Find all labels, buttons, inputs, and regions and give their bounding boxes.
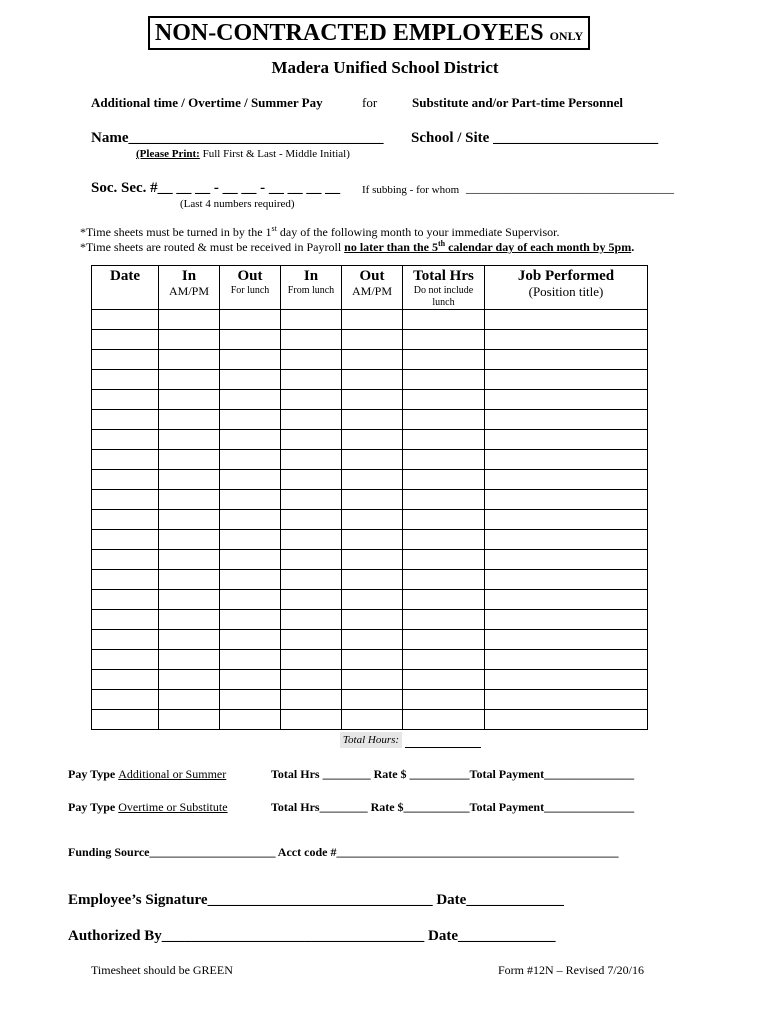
table-cell[interactable] [403, 310, 485, 330]
table-cell[interactable] [403, 550, 485, 570]
table-cell[interactable] [220, 450, 281, 470]
subbing-field[interactable]: ________________________________ [466, 180, 674, 195]
school-field[interactable]: School / Site ______________________ [411, 130, 659, 146]
table-cell[interactable] [92, 430, 159, 450]
pay-type-value-2: Overtime or Substitute [118, 800, 228, 814]
col-out-pm-label: Out [359, 268, 385, 284]
table-cell[interactable] [92, 590, 159, 610]
table-cell[interactable] [159, 430, 220, 450]
col-out-lunch-label: Out [237, 268, 263, 284]
table-cell[interactable] [342, 430, 403, 450]
table-row [92, 310, 648, 330]
table-cell[interactable] [281, 330, 342, 350]
table-cell[interactable] [159, 570, 220, 590]
table-cell[interactable] [159, 510, 220, 530]
table-cell[interactable] [220, 310, 281, 330]
col-date-label: Date [110, 268, 140, 284]
table-cell[interactable] [485, 530, 648, 550]
table-cell[interactable] [403, 650, 485, 670]
table-cell[interactable] [220, 710, 281, 730]
table-cell[interactable] [485, 650, 648, 670]
table-cell[interactable] [342, 690, 403, 710]
table-cell[interactable] [342, 410, 403, 430]
table-cell[interactable] [92, 610, 159, 630]
table-cell[interactable] [342, 310, 403, 330]
print-hint [136, 148, 350, 160]
table-cell[interactable] [92, 490, 159, 510]
table-cell[interactable] [403, 410, 485, 430]
table-cell[interactable] [159, 310, 220, 330]
table-cell[interactable] [220, 630, 281, 650]
table-cell[interactable] [485, 330, 648, 350]
table-cell[interactable] [342, 530, 403, 550]
table-cell[interactable] [342, 330, 403, 350]
table-cell[interactable] [92, 370, 159, 390]
table-cell[interactable] [92, 670, 159, 690]
table-cell[interactable] [485, 390, 648, 410]
district-name: Madera Unified School District [271, 58, 499, 77]
table-cell[interactable] [342, 670, 403, 690]
table-row [92, 330, 648, 350]
table-cell[interactable] [485, 450, 648, 470]
table-cell[interactable] [403, 370, 485, 390]
table-cell[interactable] [92, 390, 159, 410]
pay-type-label-1: Pay Type [68, 767, 119, 781]
table-cell[interactable] [342, 550, 403, 570]
table-cell[interactable] [220, 410, 281, 430]
table-cell[interactable] [342, 650, 403, 670]
col-date [92, 266, 159, 310]
table-cell[interactable] [403, 690, 485, 710]
table-cell[interactable] [159, 530, 220, 550]
table-cell[interactable] [220, 350, 281, 370]
col-total-hrs-sub: Do not include lunch [413, 285, 474, 308]
name-field[interactable]: Name__________________________________ [91, 130, 384, 146]
table-cell[interactable] [403, 490, 485, 510]
for-text: for [362, 95, 378, 110]
table-cell[interactable] [281, 590, 342, 610]
instruction-2-bold-b: calendar day of each month by 5pm [445, 240, 632, 254]
instruction-1-pre: *Time sheets must be turned in by the 1 [80, 225, 272, 239]
table-cell[interactable] [403, 350, 485, 370]
table-cell[interactable] [485, 430, 648, 450]
table-cell[interactable] [281, 450, 342, 470]
table-cell[interactable] [159, 390, 220, 410]
table-cell[interactable] [220, 610, 281, 630]
table-header-row [92, 266, 648, 310]
table-cell[interactable] [281, 530, 342, 550]
table-cell[interactable] [342, 350, 403, 370]
timesheet-body [92, 310, 648, 730]
table-cell[interactable] [281, 370, 342, 390]
table-cell[interactable] [403, 630, 485, 650]
table-cell[interactable] [92, 550, 159, 570]
footer-right: Form #12N – Revised 7/20/16 [498, 963, 644, 977]
table-cell[interactable] [281, 690, 342, 710]
table-cell[interactable] [281, 670, 342, 690]
table-cell[interactable] [281, 350, 342, 370]
table-row [92, 530, 648, 550]
table-cell[interactable] [92, 410, 159, 430]
table-cell[interactable] [342, 390, 403, 410]
table-cell[interactable] [342, 370, 403, 390]
table-cell[interactable] [485, 370, 648, 390]
instruction-2 [80, 239, 634, 255]
table-row [92, 370, 648, 390]
table-row [92, 670, 648, 690]
table-cell[interactable] [159, 330, 220, 350]
table-cell[interactable] [92, 530, 159, 550]
employee-signature-field[interactable]: Employee’s Signature______________________________ Date_____________ [68, 892, 564, 908]
title-suffix: ONLY [549, 28, 584, 43]
table-row [92, 550, 648, 570]
col-job-performed-sub: (Position title) [528, 284, 604, 299]
table-row [92, 650, 648, 670]
table-row [92, 470, 648, 490]
table-cell[interactable] [220, 470, 281, 490]
col-in-am [159, 266, 220, 310]
table-cell[interactable] [342, 470, 403, 490]
subbing-label: If subbing - for whom [362, 184, 460, 196]
pay-type-label-2: Pay Type [68, 800, 119, 814]
table-cell[interactable] [281, 430, 342, 450]
table-cell[interactable] [342, 570, 403, 590]
total-hours-field[interactable] [405, 747, 481, 748]
table-row [92, 610, 648, 630]
timesheet-table [91, 265, 648, 730]
instruction-2-pre: *Time sheets are routed & must be received in Payroll [80, 240, 345, 254]
table-row [92, 630, 648, 650]
table-cell[interactable] [220, 550, 281, 570]
table-cell[interactable] [92, 330, 159, 350]
table-cell[interactable] [342, 710, 403, 730]
table-cell[interactable] [159, 590, 220, 610]
funding-source-field[interactable]: Funding Source_____________________ Acct code #_______________________________________________ [68, 845, 619, 859]
table-cell[interactable] [485, 590, 648, 610]
title-text: NON-CONTRACTED EMPLOYEES [154, 19, 544, 46]
print-hint-bold: (Please Print: [136, 148, 200, 160]
table-cell[interactable] [281, 510, 342, 530]
table-row [92, 690, 648, 710]
table-cell[interactable] [220, 570, 281, 590]
table-cell[interactable] [159, 610, 220, 630]
instruction-1 [80, 224, 560, 240]
table-cell[interactable] [403, 470, 485, 490]
table-cell[interactable] [485, 310, 648, 330]
table-cell[interactable] [159, 670, 220, 690]
pay-type-row-2 [68, 800, 228, 815]
table-cell[interactable] [342, 630, 403, 650]
table-cell[interactable] [403, 330, 485, 350]
table-cell[interactable] [92, 450, 159, 470]
ssn-field[interactable]: Soc. Sec. #__ __ __ - __ __ - __ __ __ __ [91, 180, 341, 196]
table-cell[interactable] [220, 490, 281, 510]
table-cell[interactable] [342, 510, 403, 530]
personnel-type: Substitute and/or Part-time Personnel [412, 95, 623, 110]
table-cell[interactable] [403, 430, 485, 450]
table-cell[interactable] [485, 630, 648, 650]
col-out-lunch [220, 266, 281, 310]
table-row [92, 410, 648, 430]
table-cell[interactable] [159, 690, 220, 710]
table-cell[interactable] [159, 490, 220, 510]
table-cell[interactable] [281, 610, 342, 630]
table-cell[interactable] [92, 310, 159, 330]
table-cell[interactable] [220, 390, 281, 410]
col-out-pm-sub: AM/PM [351, 284, 392, 298]
total-hours-label: Total Hours: [340, 732, 402, 748]
col-total-hrs [403, 266, 485, 310]
col-in-lunch-sub: From lunch [287, 285, 335, 296]
table-row [92, 350, 648, 370]
table-cell[interactable] [485, 610, 648, 630]
table-cell[interactable] [485, 690, 648, 710]
table-row [92, 510, 648, 530]
table-cell[interactable] [485, 550, 648, 570]
table-cell[interactable] [403, 670, 485, 690]
table-cell[interactable] [159, 650, 220, 670]
table-cell[interactable] [92, 510, 159, 530]
table-cell[interactable] [281, 650, 342, 670]
table-cell[interactable] [485, 410, 648, 430]
instruction-2-sup: th [437, 239, 446, 248]
table-cell[interactable] [220, 590, 281, 610]
table-cell[interactable] [281, 410, 342, 430]
table-cell[interactable] [403, 450, 485, 470]
authorized-by-field[interactable]: Authorized By___________________________________ Date_____________ [68, 928, 556, 944]
col-total-hrs-label: Total Hrs [413, 268, 474, 284]
table-cell[interactable] [159, 550, 220, 570]
col-job-performed [485, 266, 648, 310]
instruction-1-post: day of the following month to your immediate Supervisor. [276, 225, 560, 239]
table-cell[interactable] [220, 690, 281, 710]
col-in-lunch-label: In [303, 268, 319, 284]
table-cell[interactable] [342, 610, 403, 630]
table-row [92, 430, 648, 450]
table-cell[interactable] [281, 310, 342, 330]
ssn-hint: (Last 4 numbers required) [180, 198, 295, 210]
table-cell[interactable] [403, 610, 485, 630]
table-cell[interactable] [342, 450, 403, 470]
table-cell[interactable] [403, 530, 485, 550]
table-row [92, 450, 648, 470]
table-cell[interactable] [342, 590, 403, 610]
table-cell[interactable] [92, 690, 159, 710]
col-in-am-sub: AM/PM [168, 284, 209, 298]
footer-left: Timesheet should be GREEN [91, 963, 233, 977]
table-cell[interactable] [281, 470, 342, 490]
table-cell[interactable] [159, 410, 220, 430]
table-cell[interactable] [403, 710, 485, 730]
table-cell[interactable] [220, 370, 281, 390]
pay-type-row-1 [68, 767, 226, 782]
table-cell[interactable] [342, 490, 403, 510]
table-cell[interactable] [485, 670, 648, 690]
table-cell[interactable] [281, 550, 342, 570]
pay-fields-row-2[interactable]: Total Hrs________ Rate $___________Total Payment_______________ [271, 800, 635, 814]
table-cell[interactable] [92, 710, 159, 730]
table-cell[interactable] [485, 510, 648, 530]
print-hint-rest: Full First & Last - Middle Initial) [199, 148, 350, 160]
table-cell[interactable] [485, 710, 648, 730]
table-cell[interactable] [92, 570, 159, 590]
table-row [92, 570, 648, 590]
table-cell[interactable] [485, 490, 648, 510]
table-cell[interactable] [220, 510, 281, 530]
pay-fields-row-1[interactable]: Total Hrs ________ Rate $ __________Total Payment_______________ [271, 767, 635, 781]
table-cell[interactable] [159, 710, 220, 730]
table-cell[interactable] [281, 490, 342, 510]
table-row [92, 710, 648, 730]
col-job-performed-label: Job Performed [517, 268, 615, 284]
pay-type-value-1: Additional or Summer [118, 767, 227, 781]
table-cell[interactable] [92, 470, 159, 490]
table-cell[interactable] [485, 470, 648, 490]
instruction-2-bold-a: no later than the 5 [344, 240, 438, 254]
table-cell[interactable] [485, 350, 648, 370]
table-cell[interactable] [220, 670, 281, 690]
col-in-lunch [281, 266, 342, 310]
col-in-am-label: In [181, 268, 197, 284]
table-cell[interactable] [92, 650, 159, 670]
table-cell[interactable] [403, 510, 485, 530]
pay-kinds: Additional time / Overtime / Summer Pay [91, 95, 323, 110]
form-title [148, 16, 590, 50]
table-cell[interactable] [220, 430, 281, 450]
col-out-lunch-sub: For lunch [230, 285, 270, 296]
table-cell[interactable] [159, 350, 220, 370]
table-cell[interactable] [281, 390, 342, 410]
col-out-pm [342, 266, 403, 310]
table-cell[interactable] [220, 650, 281, 670]
table-cell[interactable] [159, 450, 220, 470]
table-cell[interactable] [403, 590, 485, 610]
table-row [92, 390, 648, 410]
table-cell[interactable] [403, 570, 485, 590]
table-cell[interactable] [220, 530, 281, 550]
table-row [92, 590, 648, 610]
table-cell[interactable] [92, 630, 159, 650]
instruction-1-sup: st [271, 224, 277, 233]
table-cell[interactable] [159, 370, 220, 390]
table-cell[interactable] [159, 470, 220, 490]
table-cell[interactable] [485, 570, 648, 590]
table-cell[interactable] [159, 630, 220, 650]
table-cell[interactable] [281, 710, 342, 730]
table-cell[interactable] [281, 570, 342, 590]
instruction-2-end: . [631, 240, 635, 254]
table-row [92, 490, 648, 510]
table-cell[interactable] [92, 350, 159, 370]
table-cell[interactable] [281, 630, 342, 650]
table-cell[interactable] [403, 390, 485, 410]
table-cell[interactable] [220, 330, 281, 350]
